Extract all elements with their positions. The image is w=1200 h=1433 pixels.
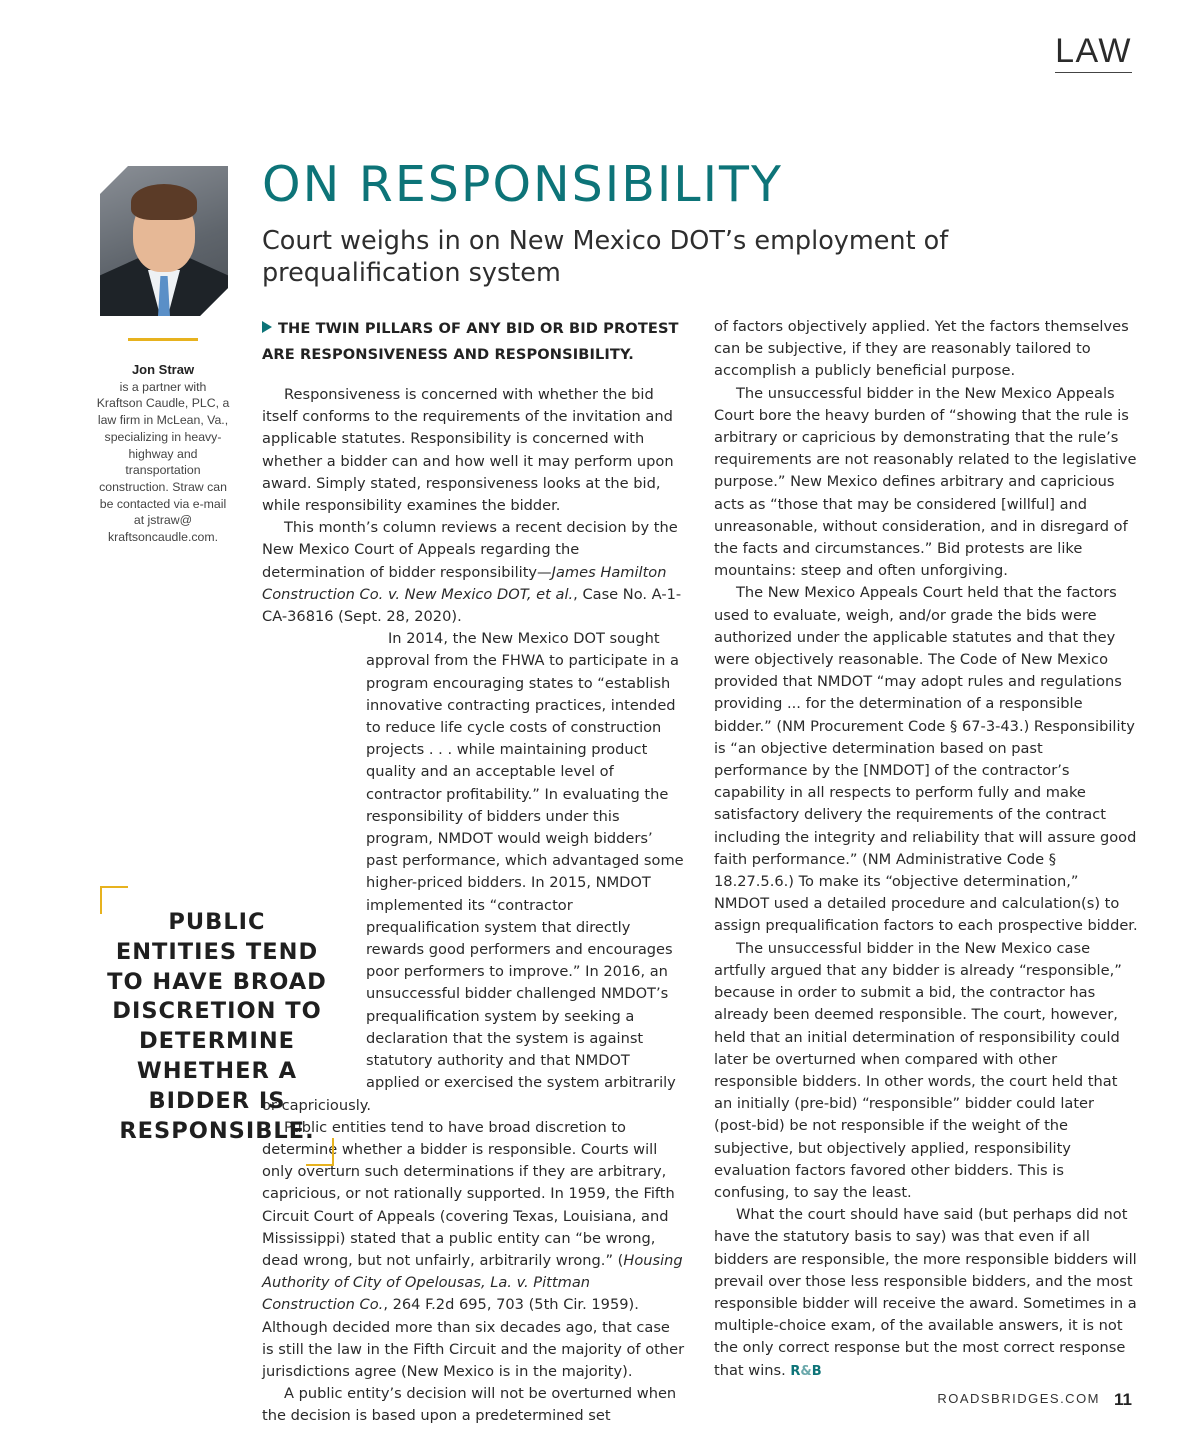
paragraph-text: Public entities tend to have broad discretion to determine whether a bidder is responsible. Courts will only overturn such determinations if they are arbitrary, capricious, or not rationally supported. In 1959, the Fifth Circuit Court of Appeals (covering Texas, Louisiana, and Mississippi) stated that a public entity can “be wrong, dead wrong, but not unfairly, arbitrarily wrong.” ( — [262, 1118, 675, 1269]
article-column-left — [262, 316, 686, 1428]
paragraph-text: , 264 F.2d 695, 703 (5th Cir. 1959). Although decided more than six decades ago, that case is still the law in the Fifth Circuit and the majority of other jurisdictions agree (New Mexico is in the majority). — [262, 1296, 685, 1380]
pull-quote-corner-bottom-right — [306, 1138, 334, 1166]
paragraph-text: In 2014, the New Mexico DOT sought approval from the FHWA to participate in a program encouraging states to “establish innovative contracting practices, intended to reduce life cycle costs of construction projects . . . while maintaining product quality and an acceptable level of contractor profitability.” In evaluating the responsibility of bidders under this program, NMDOT would weigh bidders’ past performance, which advantaged some higher-priced bidders. In 2015, NMDOT implemented its “contractor prequalification system that directly rewards good performers and encourages poor performers to improve.” In 2016, an unsuccessful bidder challenged NMDOT’s prequalification system by seeking a declaration that the system is against statutory authority and that NMDOT applied or exercised the system arbitrarily or capriciously. — [262, 630, 684, 1114]
photo-hair — [131, 184, 197, 220]
lead-text: THE TWIN PILLARS OF ANY BID OR BID PROTEST ARE RESPONSIVENESS AND RESPONSIBILITY. — [262, 320, 679, 363]
section-tag: LAW — [1055, 34, 1132, 73]
pull-quote — [100, 886, 334, 1166]
pull-quote-text: PUBLIC ENTITIES TEND TO HAVE BROAD DISCRETION TO DETERMINE WHETHER A BIDDER IS RESPONSIBLE. — [107, 909, 327, 1144]
end-mark-b: B — [811, 1363, 822, 1379]
case-citation: James Hamilton Construction Co. v. New Mexico DOT, et al. — [262, 563, 667, 603]
author-bio — [96, 362, 230, 546]
paragraph — [262, 517, 686, 628]
end-mark-r: R — [790, 1363, 801, 1379]
article-title: ON RESPONSIBILITY — [262, 156, 783, 213]
paragraph-text: This month’s column reviews a recent decision by the New Mexico Court of Appeals regarding the determination of bidder responsibility— — [262, 519, 678, 581]
page-number: 11 — [1114, 1390, 1132, 1409]
paragraph: Responsiveness is concerned with whether the bid itself conforms to the requirements of the invitation and applicable statutes. Responsibility is concerned with whether a bidder can and how well it may perform upon award. Simply stated, responsiveness looks at the bid, while responsibility examines the bidder. — [262, 386, 674, 515]
paragraph: The New Mexico Appeals Court held that the factors used to evaluate, weigh, and/or grade the bids were authorized under the applicable statutes and that they were objectively reasonable. The Code of New Mexico provided that NMDOT “may adopt rules and regulations providing ... for the determination of a responsible bidder.” (NM Procurement Code § 67-3-43.) Responsibility is “an objective determination based on past performance by the [NMDOT] of the contractor’s capability in all respects to perform fully and make satisfactory delivery the requirements of the contract including the integrity and reliability that will assure good faith performance.” (NM Administrative Code § 18.27.5.6.) To make its “objective determination,” NMDOT used a detailed procedure and calculation(s) to assign prequalification factors to each prospective bidder. — [714, 584, 1138, 935]
paragraph: The unsuccessful bidder in the New Mexico Appeals Court bore the heavy burden of “showing that the rule is arbitrary or capricious by demonstrating that the rule’s requirements are not reasonably related to the legislative purpose.” New Mexico defines arbitrary and capricious acts as “those that may be considered [willful] and unreasonable, without consideration, and in disregard of the facts and circumstances.” Bid protests are like mountains: steep and often unforgiving. — [714, 384, 1137, 580]
paragraph-text: , Case No. A-1-CA-36816 (Sept. 28, 2020). — [262, 585, 682, 626]
bio-divider — [128, 338, 198, 341]
paragraph: The unsuccessful bidder in the New Mexico case artfully argued that any bidder is already “responsible,” because in order to submit a bid, the contractor has already been deemed responsible. The court, however, held that an initial determination of responsibility could later be overturned when compared with other responsible bidders. In other words, the court held that an initially (pre-bid) “responsible” bidder could later (post-bid) be not responsible if the weight of the subjective, but objectively applied, responsibility evaluation factors favored other bidders. This is confusing, to say the least. — [714, 939, 1122, 1201]
rb-end-mark — [790, 1364, 821, 1379]
footer-site: ROADSBRIDGES.COM — [937, 1391, 1101, 1406]
paragraph-text: What the court should have said (but perhaps did not have the statutory basis to say) was that even if all bidders are responsible, the more responsible bidders will prevail over those less responsible bidders, and the most responsible bidder will receive the award. Sometimes in a multiple-choice exam, of the available answers, it is not the only correct response but the most correct response that wins. — [714, 1206, 1137, 1379]
paragraph: of factors objectively applied. Yet the factors themselves can be subjective, if they are reasonably tailored to accomplish a publicly beneficial purpose. — [714, 318, 1129, 380]
article-column-right — [714, 316, 1138, 1383]
paragraph — [714, 1204, 1138, 1383]
page-footer — [937, 1390, 1132, 1410]
end-mark-amp: & — [800, 1363, 812, 1379]
author-bio-text: is a partner with Kraftson Caudle, PLC, a law firm in McLean, Va., specializing in heavy-highway and transportation construction. Straw can be contacted via e-mail at jstraw@ kraftsoncaudle.com. — [96, 379, 230, 545]
arrow-right-icon — [262, 321, 272, 333]
article-lead — [262, 316, 686, 368]
case-citation: Housing Authority of City of Opelousas, La. v. Pittman Construction Co. — [262, 1251, 683, 1314]
paragraph: A public entity’s decision will not be overturned when the decision is based upon a predetermined set — [262, 1385, 677, 1425]
author-name: Jon Straw — [131, 362, 195, 377]
author-photo — [100, 166, 228, 316]
article-subtitle: Court weighs in on New Mexico DOT’s employment of prequalification system — [262, 226, 949, 288]
